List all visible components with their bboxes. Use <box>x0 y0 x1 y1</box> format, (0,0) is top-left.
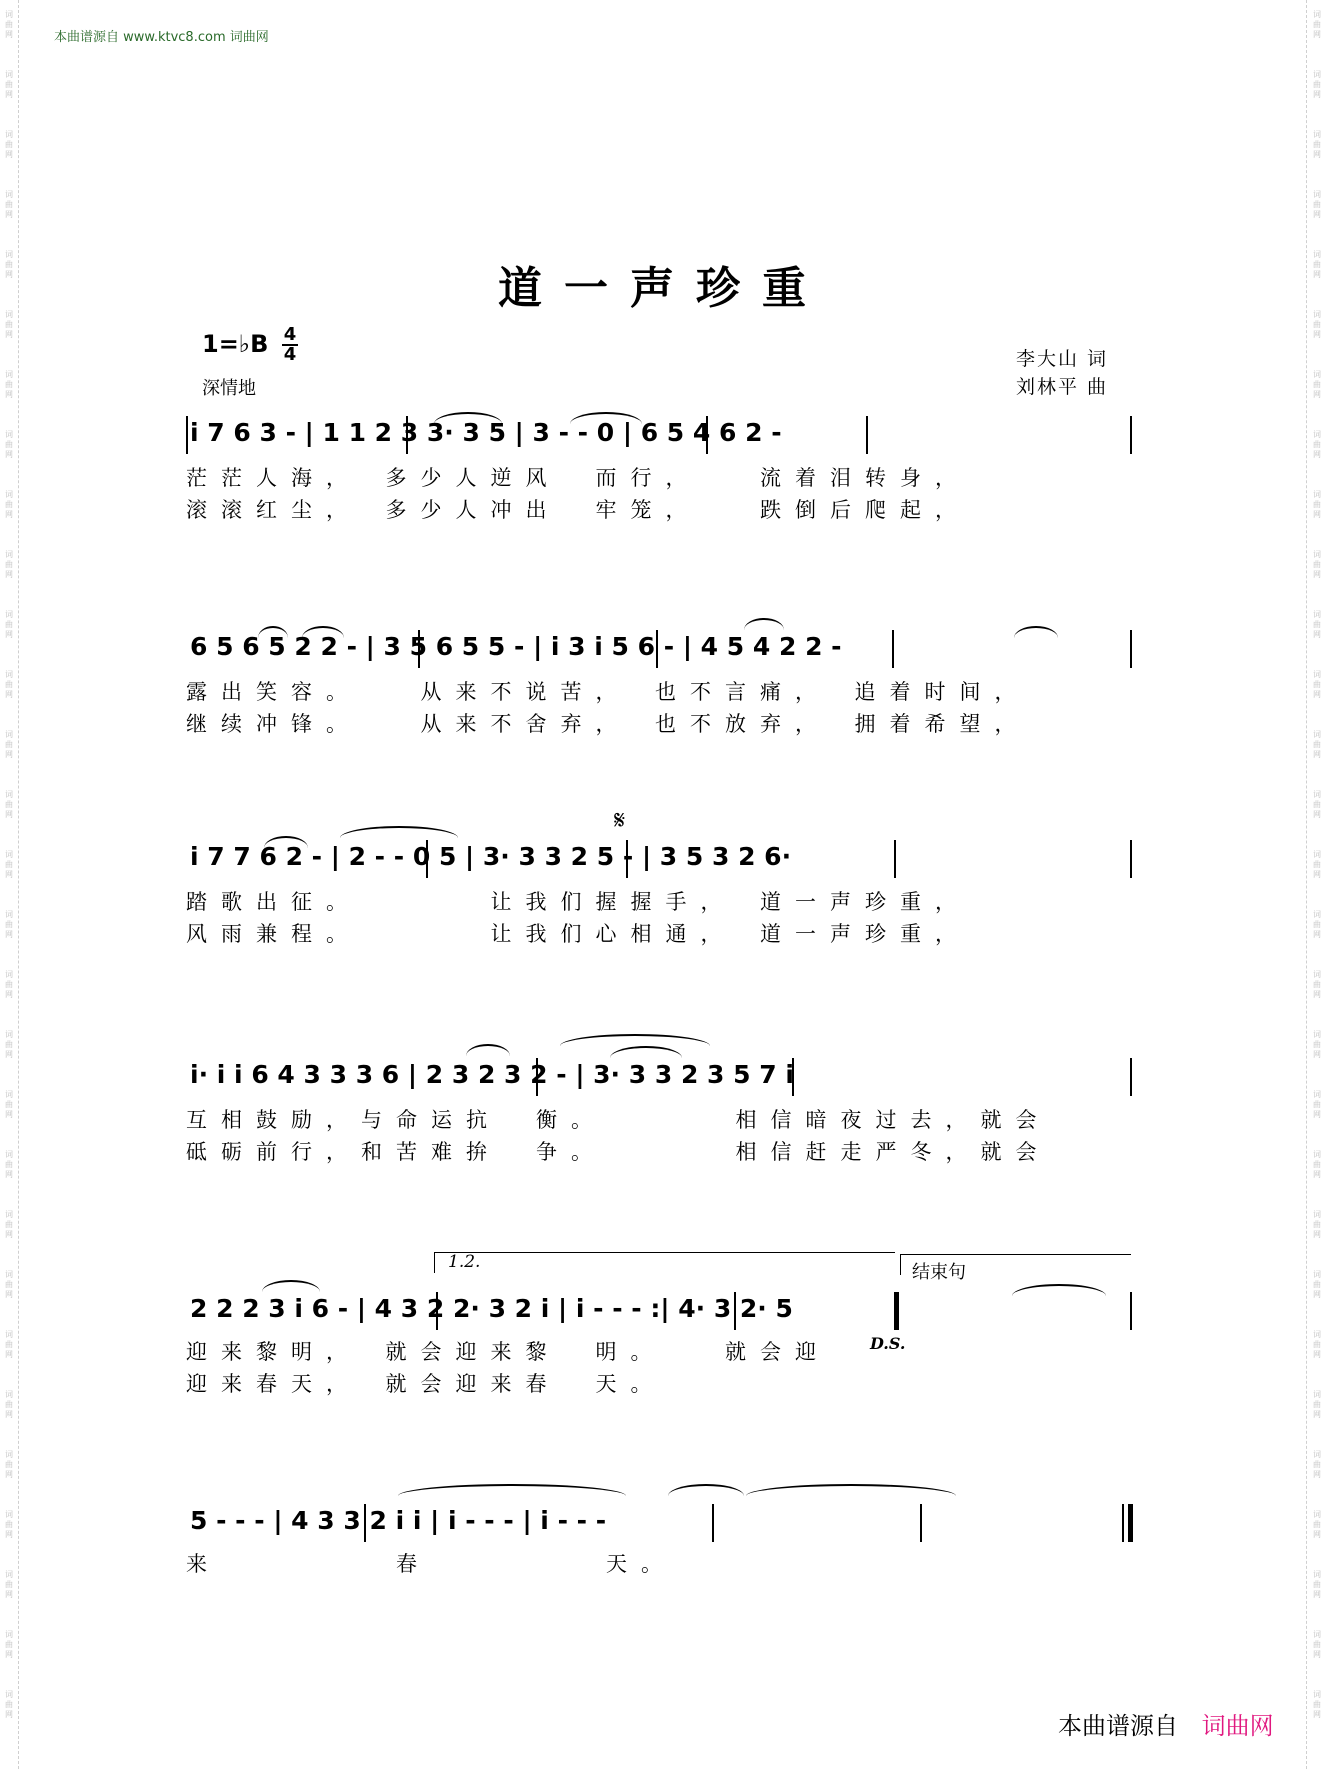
bar-line <box>894 840 896 878</box>
coda-label: 结束句 <box>912 1262 966 1283</box>
bar-line <box>866 416 868 454</box>
bar-line <box>364 1504 366 1542</box>
side-watermark: 词 曲 网 <box>5 430 13 459</box>
side-watermark: 词 曲 网 <box>5 1030 13 1059</box>
slur <box>746 1484 956 1496</box>
lyrics-row-6: 来 春 天。 <box>186 1552 676 1576</box>
bar-line <box>892 630 894 668</box>
source-header[interactable]: 本曲谱源自 www.ktvc8.com 词曲网 <box>54 30 269 45</box>
side-watermark: 词 曲 网 <box>5 250 13 279</box>
side-watermark: 词 曲 网 <box>5 670 13 699</box>
side-watermark: 词 曲 网 <box>1313 430 1321 459</box>
bar-line <box>1130 1292 1132 1330</box>
time-signature-top: 4 <box>283 324 297 345</box>
bar-line <box>418 630 420 668</box>
side-watermark: 词 曲 网 <box>5 970 13 999</box>
side-watermark: 词 曲 网 <box>5 70 13 99</box>
bar-line <box>436 1292 438 1330</box>
slur <box>570 412 642 424</box>
side-watermark: 词 曲 网 <box>5 850 13 879</box>
lyrics-row-3-verse-1: 踏歌出征。 让我们握握手， 道一声珍重， <box>186 890 970 914</box>
side-watermark: 词 曲 网 <box>5 490 13 519</box>
bar-line <box>706 416 708 454</box>
side-watermark: 词 曲 网 <box>1313 610 1321 639</box>
side-watermark: 词 曲 网 <box>1313 550 1321 579</box>
side-watermark: 词 曲 网 <box>5 910 13 939</box>
side-watermark: 词 曲 网 <box>5 1510 13 1539</box>
slur <box>744 618 784 630</box>
lyrics-row-2-verse-1: 露出笑容。 从来不说苦， 也不言痛， 追着时间， <box>186 680 1030 704</box>
bar-line <box>1130 630 1132 668</box>
bar-line <box>626 840 628 878</box>
notation-row-4: i· i i 6 4 3 3 3 6 | 2 3 2 3 2 - | 3· 3 3 2 3 5 7 i <box>190 1060 794 1089</box>
bar-line <box>536 1058 538 1096</box>
triplet-slur <box>434 412 502 424</box>
side-watermark: 词 曲 网 <box>5 550 13 579</box>
lyrics-row-5-verse-2: 迎来春天， 就会迎来春 天。 <box>186 1372 666 1396</box>
slur <box>264 836 308 848</box>
side-watermark: 词 曲 网 <box>5 1270 13 1299</box>
dal-segno-mark: D.S. <box>870 1334 906 1353</box>
side-watermark: 词 曲 网 <box>1313 10 1321 39</box>
side-watermark: 词 曲 网 <box>1313 1090 1321 1119</box>
key-signature: 1=♭B <box>202 330 269 358</box>
side-watermark: 词 曲 网 <box>5 190 13 219</box>
slur <box>1014 626 1058 638</box>
side-watermark: 词 曲 网 <box>1313 910 1321 939</box>
bar-line <box>1130 416 1132 454</box>
bar-line <box>186 416 188 454</box>
side-watermark: 词 曲 网 <box>5 1450 13 1479</box>
side-watermark: 词 曲 网 <box>5 10 13 39</box>
side-watermark: 词 曲 网 <box>1313 70 1321 99</box>
slur <box>302 626 344 638</box>
side-watermark: 词 曲 网 <box>1313 670 1321 699</box>
lyrics-row-2-verse-2: 继续冲锋。 从来不舍弃， 也不放弃， 拥着希望， <box>186 712 1030 736</box>
side-watermark: 词 曲 网 <box>1313 190 1321 219</box>
final-bar-thin <box>1122 1504 1124 1542</box>
side-watermark: 词 曲 网 <box>1313 1330 1321 1359</box>
segno-sign: 𝄋 <box>614 806 626 836</box>
bar-line <box>734 1292 736 1330</box>
time-signature-bottom: 4 <box>283 344 297 365</box>
final-bar-thick <box>1128 1504 1133 1542</box>
side-watermark: 词 曲 网 <box>5 370 13 399</box>
side-watermark: 词 曲 网 <box>5 1390 13 1419</box>
lyrics-row-1-verse-2: 滚滚红尘， 多少人冲出 牢笼， 跌倒后爬起， <box>186 498 970 522</box>
side-watermark: 词 曲 网 <box>1313 970 1321 999</box>
lyricist-credit: 李大山 词 <box>1016 348 1109 370</box>
lyrics-row-4-verse-2: 砥砺前行，和苦难拚 争。 相信赶走严冬，就会 <box>186 1140 1051 1164</box>
notation-row-3: i 7 7 6 2 - | 2 - - 0 5 | 3· 3 3 2 5 - | 3 5 3 2 6· <box>190 842 792 871</box>
bar-line <box>1130 840 1132 878</box>
notation-row-6: 5 - - - | 4 3 3 2 i i | i - - - | i - - - <box>190 1506 607 1535</box>
side-watermark: 词 曲 网 <box>1313 370 1321 399</box>
tempo-marking: 深情地 <box>202 378 256 399</box>
side-watermark: 词 曲 网 <box>1313 850 1321 879</box>
lyrics-row-3-verse-2: 风雨兼程。 让我们心相通， 道一声珍重， <box>186 922 970 946</box>
slur <box>340 826 458 838</box>
side-watermark: 词 曲 网 <box>5 1690 13 1719</box>
side-watermark: 词 曲 网 <box>1313 250 1321 279</box>
side-watermark: 词 曲 网 <box>5 1150 13 1179</box>
notation-row-5: 2 2 2 3 i 6 - | 4 3 2 2· 3 2 i | i - - - :| 4· 3 2· 5 <box>190 1294 793 1323</box>
slur <box>262 1280 320 1292</box>
bar-line <box>792 1058 794 1096</box>
lyrics-row-5-verse-1: 迎来黎明， 就会迎来黎 明。 就会迎 <box>186 1340 830 1364</box>
side-watermark: 词 曲 网 <box>5 130 13 159</box>
footer-source[interactable] <box>1058 1706 1274 1741</box>
side-watermark: 词 曲 网 <box>5 1210 13 1239</box>
bar-line <box>406 416 408 454</box>
side-watermark: 词 曲 网 <box>1313 730 1321 759</box>
side-watermark: 词 曲 网 <box>5 730 13 759</box>
side-watermark: 词 曲 网 <box>5 610 13 639</box>
bar-line <box>656 630 658 668</box>
volta-label: 1.2. <box>448 1252 481 1272</box>
footer-site-link[interactable]: 词曲网 <box>1201 1712 1274 1740</box>
slur <box>1012 1284 1106 1296</box>
time-signature <box>280 326 300 364</box>
side-watermark: 词 曲 网 <box>1313 1270 1321 1299</box>
side-watermark: 词 曲 网 <box>1313 1450 1321 1479</box>
song-title: 道一声珍重 <box>498 263 828 314</box>
side-watermark: 词 曲 网 <box>1313 1570 1321 1599</box>
side-watermark: 词 曲 网 <box>5 1570 13 1599</box>
side-watermark: 词 曲 网 <box>1313 310 1321 339</box>
side-watermark: 词 曲 网 <box>5 1330 13 1359</box>
side-watermark: 词 曲 网 <box>1313 130 1321 159</box>
side-watermark: 词 曲 网 <box>1313 1690 1321 1719</box>
composer-credit: 刘林平 曲 <box>1016 376 1109 398</box>
notation-row-2: 6 5 6 5 2 2 - | 3 5 6 5 5 - | i 3 i 5 6 - | 4 5 4 2 2 - <box>190 632 842 661</box>
triplet-slur <box>610 1046 682 1058</box>
first-ending-bracket <box>434 1252 895 1273</box>
bar-line <box>1130 1058 1132 1096</box>
side-watermark: 词 曲 网 <box>1313 790 1321 819</box>
side-watermark: 词 曲 网 <box>5 310 13 339</box>
slur <box>258 626 288 638</box>
slur <box>668 1484 744 1496</box>
side-watermark: 词 曲 网 <box>5 1630 13 1659</box>
side-watermark: 词 曲 网 <box>5 790 13 819</box>
side-watermark: 词 曲 网 <box>1313 490 1321 519</box>
slur <box>466 1044 510 1056</box>
side-watermark: 词 曲 网 <box>1313 1210 1321 1239</box>
side-watermark: 词 曲 网 <box>1313 1390 1321 1419</box>
slur <box>398 1484 626 1496</box>
slur <box>560 1034 710 1046</box>
lyrics-row-1-verse-1: 茫茫人海， 多少人逆风 而行， 流着泪转身， <box>186 466 970 490</box>
bar-line <box>712 1504 714 1542</box>
side-watermark: 词 曲 网 <box>1313 1150 1321 1179</box>
lyrics-row-4-verse-1: 互相鼓励，与命运抗 衡。 相信暗夜过去，就会 <box>186 1108 1051 1132</box>
bar-line <box>426 840 428 878</box>
bar-line <box>920 1504 922 1542</box>
side-watermark: 词 曲 网 <box>1313 1630 1321 1659</box>
side-watermark: 词 曲 网 <box>5 1090 13 1119</box>
side-watermark: 词 曲 网 <box>1313 1510 1321 1539</box>
repeat-bar-line <box>894 1292 899 1330</box>
side-watermark: 词 曲 网 <box>1313 1030 1321 1059</box>
footer-source-prefix: 本曲谱源自 <box>1058 1712 1178 1740</box>
notation-row-1: i 7 6 3 - | 1 1 2 3 3· 3 5 | 3 - - 0 | 6 5 4 6 2 - <box>190 418 782 447</box>
